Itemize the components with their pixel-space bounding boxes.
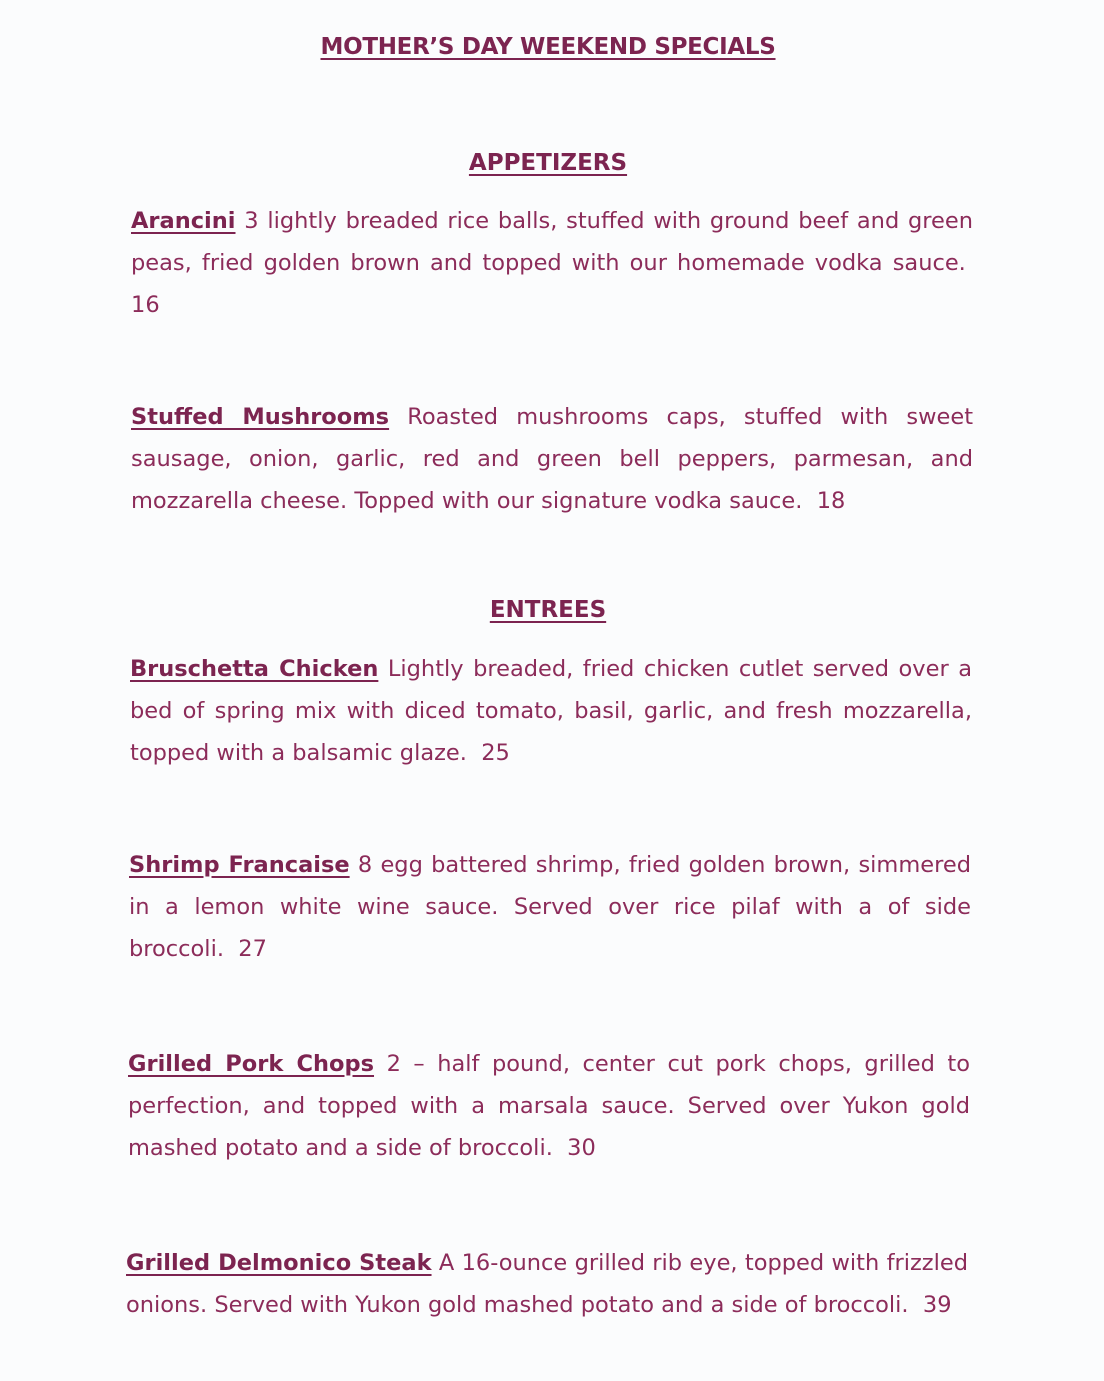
item-name: Arancini	[131, 208, 236, 234]
item-name: Stuffed Mushrooms	[131, 404, 390, 430]
item-description: A 16-ounce grilled rib eye, topped with frizzled onions. Served with Yukon gold mashed potato and a side of broccoli.	[126, 1250, 968, 1318]
item-description: 2 – half pound, center cut pork chops, grilled to perfection, and topped with a marsala sauce. Served over Yukon gold mashed potato and a side of broccoli.	[128, 1051, 970, 1161]
item-name: Bruschetta Chicken	[130, 656, 379, 682]
item-description: Roasted mushrooms caps, stuffed with sweet sausage, onion, garlic, red and green bell peppers, parmesan, and mozzarella cheese. Topped with our signature vodka sauce.	[131, 404, 974, 514]
item-description: 8 egg battered shrimp, fried golden brown, simmered in a lemon white wine sauce. Served over rice pilaf with a of side broccoli.	[129, 852, 971, 962]
item-name: Shrimp Francaise	[129, 852, 350, 878]
menu-item-grilled-pork-chops	[128, 1043, 970, 1169]
item-price: 16	[131, 292, 160, 318]
section-heading-appetizers: APPETIZERS	[468, 150, 628, 176]
menu-item-bruschetta-chicken	[130, 648, 972, 774]
menu-item-shrimp-francaise	[129, 844, 971, 970]
item-name: Grilled Pork Chops	[128, 1051, 375, 1077]
item-price: 39	[922, 1292, 952, 1318]
item-description: Lightly breaded, fried chicken cutlet served over a bed of spring mix with diced tomato, basil, garlic, and fresh mozzarella, topped with a balsamic glaze.	[130, 656, 972, 766]
item-description: 3 lightly breaded rice balls, stuffed with ground beef and green peas, fried golden brown and topped with our homemade vodka sauce.	[131, 208, 973, 276]
menu-item-arancini	[131, 200, 973, 326]
item-price: 25	[481, 740, 510, 766]
item-price: 27	[238, 936, 267, 962]
section-heading-entrees: ENTREES	[489, 597, 607, 623]
menu-item-grilled-delmonico-steak	[126, 1242, 968, 1326]
item-price: 30	[567, 1135, 596, 1161]
page-title: MOTHER’S DAY WEEKEND SPECIALS	[320, 34, 776, 60]
item-price: 18	[816, 488, 846, 514]
item-name: Grilled Delmonico Steak	[126, 1250, 432, 1276]
menu-item-stuffed-mushrooms	[131, 396, 973, 522]
